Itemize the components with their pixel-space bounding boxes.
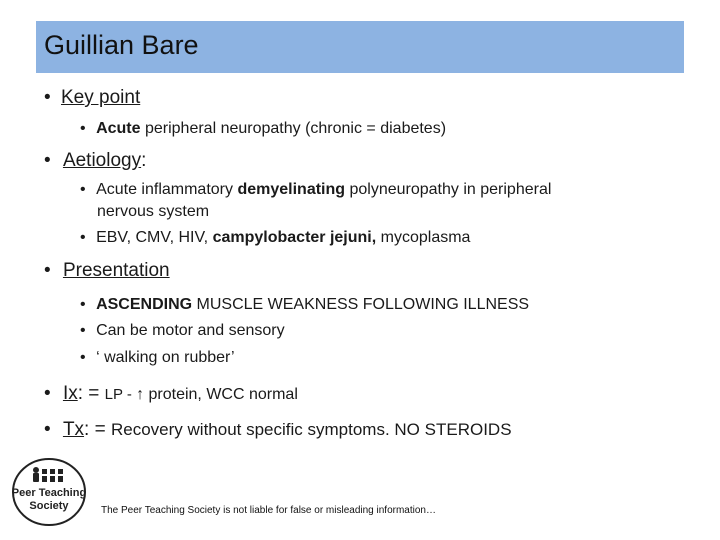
bullet: • <box>80 296 86 313</box>
bullet: • <box>80 181 86 198</box>
bullet: • <box>80 349 86 366</box>
bullet: • <box>80 322 86 339</box>
bullet: • <box>44 383 51 404</box>
disclaimer-footer: The Peer Teaching Society is not liable for false or misleading information… <box>101 505 436 516</box>
key-point-heading: • Key point <box>44 87 141 108</box>
peer-teaching-society-logo <box>10 452 88 528</box>
logo-graphic <box>10 452 88 528</box>
aetiology-item-2: • EBV, CMV, HIV, campylobacter jejuni, mycoplasma <box>80 229 471 246</box>
bullet: • <box>80 229 86 246</box>
aetiology-item-1-cont: nervous system <box>97 203 210 220</box>
key-point-item: • Acute peripheral neuropathy (chronic = diabetes) <box>80 120 447 137</box>
bullet: • <box>44 260 51 281</box>
ix-line: • Ix: = LP - ↑ protein, WCC normal <box>44 383 298 404</box>
logo-text-line2: Society <box>29 500 69 512</box>
bullet: • <box>80 120 86 137</box>
slide-title: Guillian Bare <box>44 30 199 60</box>
aetiology-item-1: • Acute inflammatory demyelinating polyneuropathy in peripheral <box>80 181 552 198</box>
presentation-item-2: • Can be motor and sensory <box>80 322 285 339</box>
bullet: • <box>44 150 51 171</box>
title-bar <box>36 21 684 73</box>
presentation-item-3: • ‘ walking on rubber’ <box>80 349 235 366</box>
presentation-heading: • Presentation <box>44 260 170 281</box>
tx-line: • Tx: = Recovery without specific symptoms. NO STEROIDS <box>44 419 512 440</box>
presentation-item-1: • ASCENDING MUSCLE WEAKNESS FOLLOWING ILLNESS <box>80 296 530 313</box>
bullet: • <box>44 419 51 440</box>
bullet: • <box>44 87 51 108</box>
logo-text-line1: Peer Teaching <box>11 487 87 499</box>
aetiology-heading: • Aetiology: <box>44 150 147 171</box>
